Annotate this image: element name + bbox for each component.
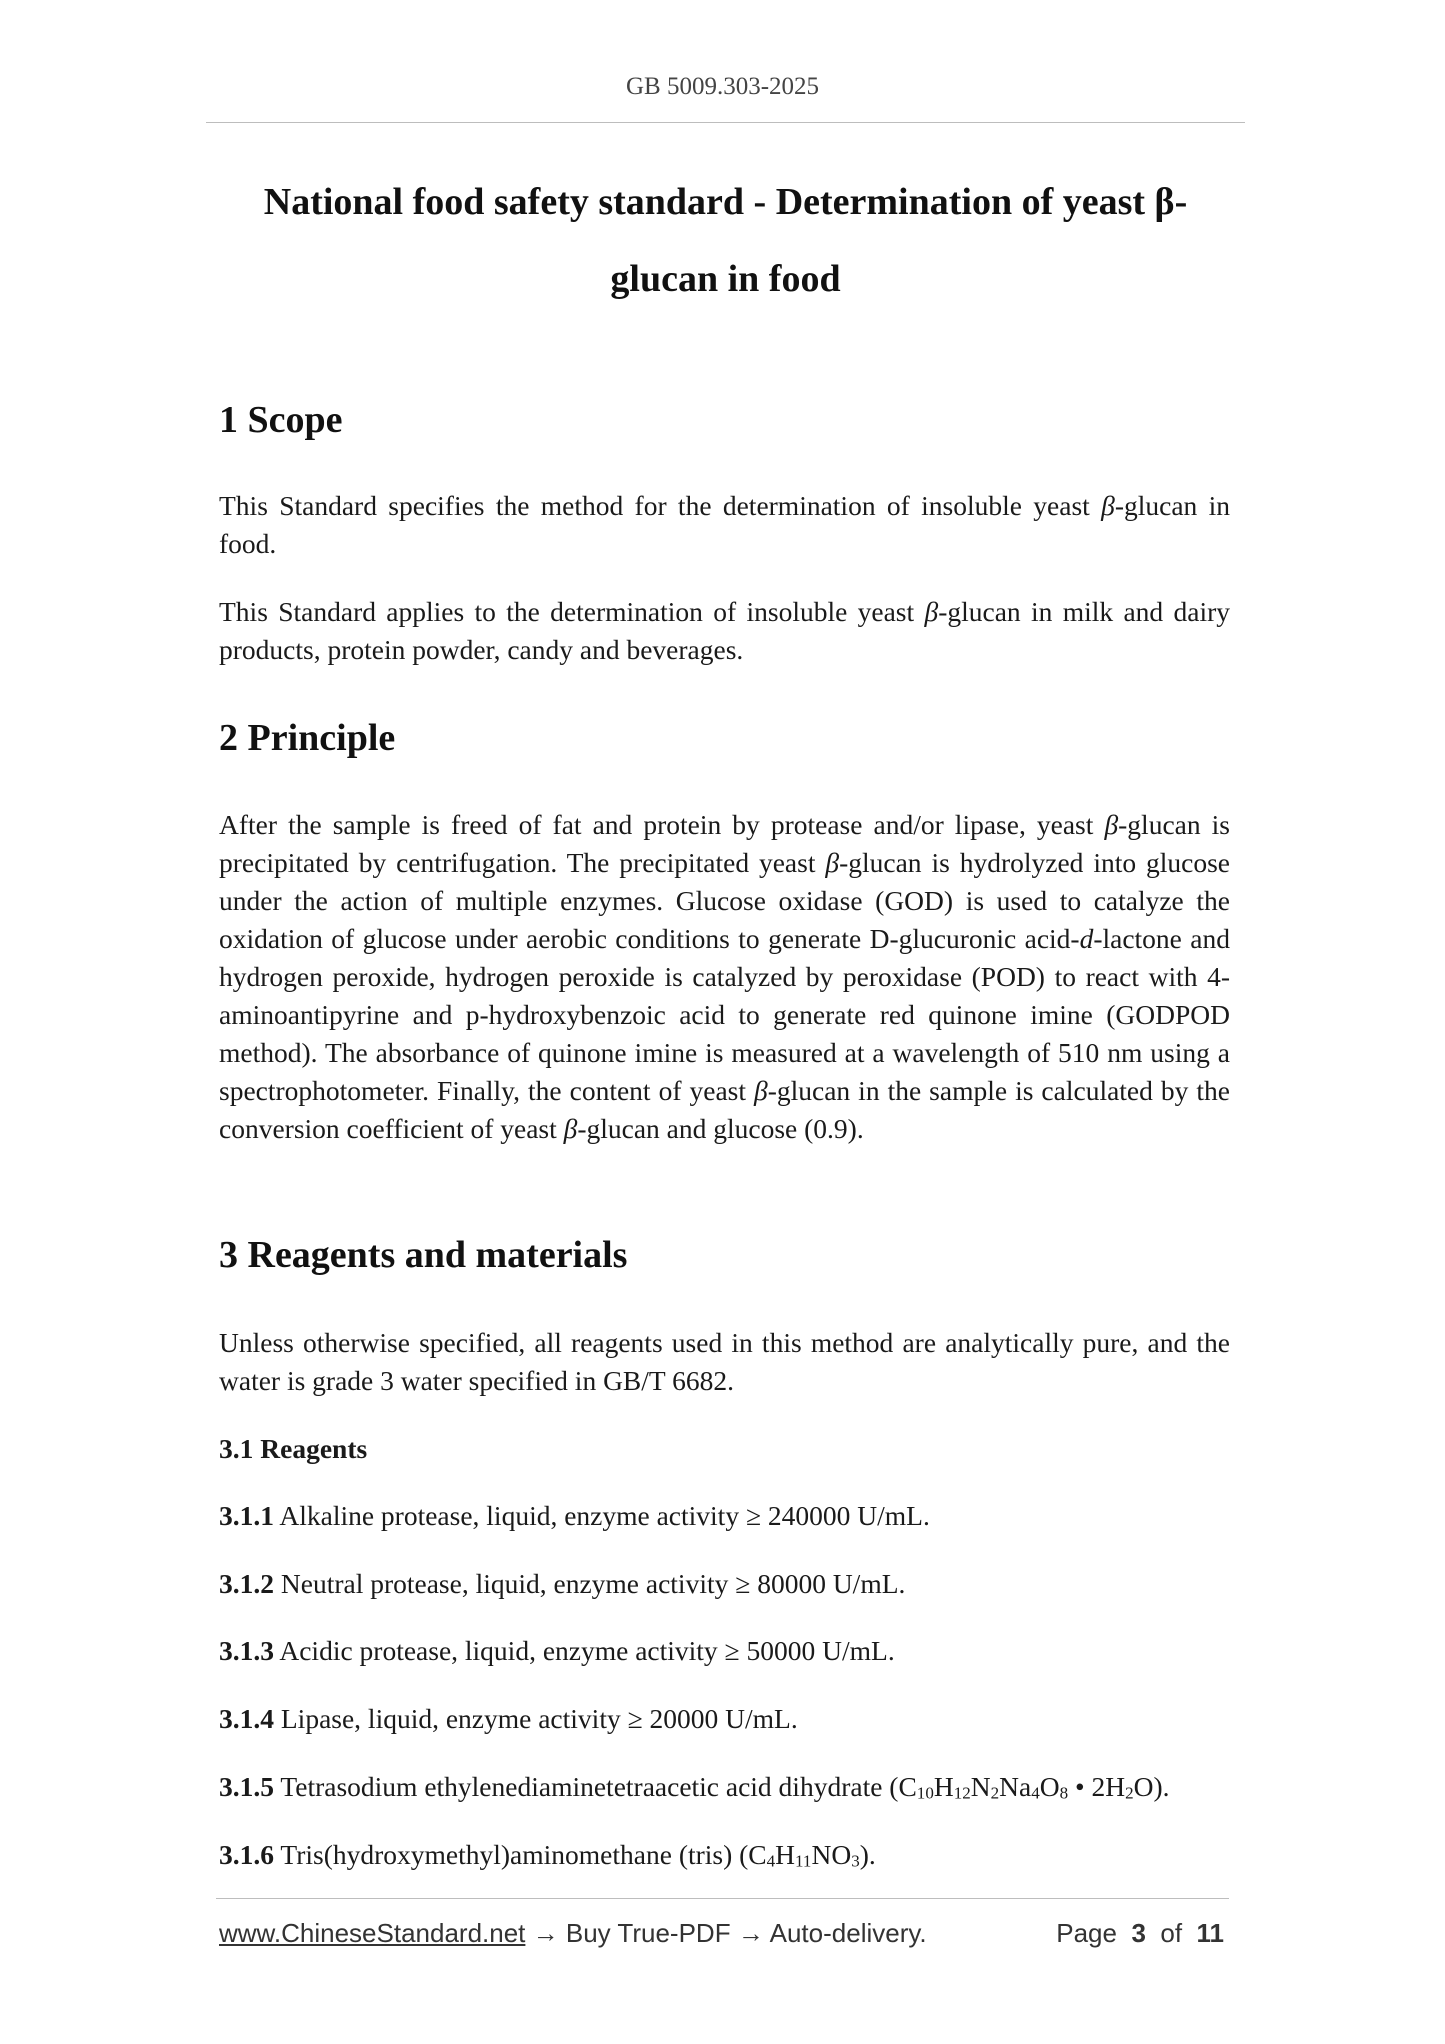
title-line-2: glucan in food [610, 258, 841, 300]
text-run: H [933, 1771, 954, 1802]
beta-symbol: β [563, 1113, 578, 1144]
beta-symbol: β [1101, 490, 1115, 521]
item-number: 3.1.2 [219, 1568, 274, 1599]
section-heading-principle: 2 Principle [219, 717, 396, 759]
subscript: 11 [795, 1851, 812, 1871]
section-heading-reagents: 3 Reagents and materials [219, 1234, 628, 1276]
text-run: Na [999, 1771, 1032, 1802]
text-run: O [1039, 1771, 1060, 1802]
item-description: Neutral protease, liquid, enzyme activity ≥ 80000 U/mL. [274, 1568, 906, 1599]
reagent-item-text [219, 1700, 1230, 1738]
subsection-heading: 3.1 Reagents [219, 1433, 368, 1464]
reagent-item-text [219, 1632, 1230, 1670]
scope-paragraph-2 [219, 593, 1230, 669]
text-run: NO [811, 1839, 852, 1870]
italic-d: d [1079, 923, 1094, 954]
delivery-text: Auto-delivery. [769, 1918, 927, 1948]
title-line-1: National food safety standard - Determination of yeast β- [263, 181, 1188, 223]
text-run: ). [859, 1839, 876, 1870]
page-of-label: of [1160, 1918, 1183, 1948]
page-label: Page [1056, 1918, 1117, 1948]
reagent-item-text [219, 1836, 1230, 1874]
beta-symbol: β [1104, 809, 1119, 840]
text-run: -glucan is precipitated by centrifugation. The precipitated yeast [219, 809, 1230, 878]
text-run: Tetrasodium ethylenediaminetetraacetic acid dihydrate (C [274, 1771, 917, 1802]
beta-symbol: β [924, 596, 939, 627]
reagent-item-text [219, 1768, 1230, 1806]
item-description: Lipase, liquid, enzyme activity ≥ 20000 U/mL. [274, 1703, 798, 1734]
section-heading-scope: 1 Scope [219, 399, 343, 441]
text-run: After the sample is freed of fat and protein by protease and/or lipase, yeast [219, 809, 1105, 840]
header-divider [206, 122, 1245, 123]
footer-promo [219, 1918, 927, 1949]
subscript: 4 [766, 1851, 776, 1871]
footer-divider [216, 1898, 1229, 1899]
paragraph-text: Unless otherwise specified, all reagents used in this method are analytically pure, and the water is grade 3 water specified in GB/T 6682. [219, 1327, 1230, 1396]
text-run: -glucan and glucose (0.9). [577, 1113, 864, 1144]
beta-symbol: β [754, 1075, 768, 1106]
text-run: • 2H [1068, 1771, 1126, 1802]
page-number [1056, 1918, 1224, 1949]
reagent-item [219, 1768, 1230, 1806]
section-reagents [219, 1233, 1230, 1277]
beta-symbol: β [825, 847, 840, 878]
text-run: Tris(hydroxymethyl)aminomethane (tris) (C [274, 1839, 767, 1870]
text-run: -lactone and hydrogen peroxide, hydrogen peroxide is catalyzed by peroxidase (POD) to react with 4-aminoantipyrine and p-hydroxybenzoic acid to generate red quinone imine (GODPOD method). The absorbance of quinone imine is measured at a wavelength of 510 nm using a spectrophotometer. Finally, the content of yeast [219, 923, 1230, 1106]
item-number: 3.1.3 [219, 1635, 274, 1666]
text-run: This Standard applies to the determination of insoluble yeast [219, 596, 925, 627]
item-description: Alkaline protease, liquid, enzyme activity ≥ 240000 U/mL. [274, 1500, 930, 1531]
section-principle [219, 716, 1230, 760]
website-link[interactable]: www.ChineseStandard.net [219, 1918, 526, 1948]
item-number: 3.1.6 [219, 1839, 274, 1870]
reagent-item [219, 1836, 1230, 1874]
subscript: 8 [1059, 1783, 1069, 1803]
text-run: H [775, 1839, 796, 1870]
document-title [206, 164, 1245, 318]
item-number: 3.1.1 [219, 1500, 274, 1531]
scope-paragraph-1 [219, 487, 1230, 563]
arrow-right-icon: → [737, 1918, 764, 1948]
text-run: This Standard specifies the method for the determination of insoluble yeast [219, 490, 1102, 521]
paragraph-text [219, 593, 1230, 669]
item-number: 3.1.4 [219, 1703, 274, 1734]
page-current: 3 [1131, 1918, 1146, 1948]
reagent-item-text [219, 1565, 1230, 1603]
text-run: O). [1133, 1771, 1170, 1802]
reagent-item-text [219, 1497, 1230, 1535]
paragraph-text [219, 806, 1230, 1148]
item-number: 3.1.5 [219, 1771, 274, 1802]
page-total: 11 [1196, 1918, 1224, 1948]
text-run: N [970, 1771, 991, 1802]
text-run: -glucan in milk and dairy products, protein powder, candy and beverages. [219, 596, 1230, 665]
reagent-item [219, 1632, 1230, 1670]
subscript: 2 [990, 1783, 1000, 1803]
reagents-paragraph [219, 1324, 1230, 1400]
subscript: 12 [953, 1783, 971, 1803]
page-footer [219, 1918, 1224, 1954]
buy-text: Buy True-PDF [565, 1918, 731, 1948]
reagent-item [219, 1700, 1230, 1738]
subsection-reagents [219, 1430, 1230, 1468]
subscript: 3 [851, 1851, 860, 1871]
subscript: 4 [1031, 1783, 1040, 1803]
document-code-header: GB 5009.303-2025 [625, 73, 820, 100]
subscript: 2 [1125, 1783, 1134, 1803]
arrow-right-icon: → [532, 1918, 559, 1948]
reagent-item [219, 1497, 1230, 1535]
text-run: -glucan in the sample is calculated by the conversion coefficient of yeast [219, 1075, 1230, 1144]
text-run: -glucan in food. [219, 490, 1230, 559]
paragraph-text [219, 487, 1230, 563]
principle-paragraph [219, 806, 1230, 1148]
subscript: 10 [916, 1783, 934, 1803]
section-scope [219, 398, 1230, 442]
reagent-item [219, 1565, 1230, 1603]
item-description: Acidic protease, liquid, enzyme activity ≥ 50000 U/mL. [274, 1635, 895, 1666]
text-run: -glucan is hydrolyzed into glucose under the action of multiple enzymes. Glucose oxidase (GOD) is used to catalyze the oxidation of glucose under aerobic conditions to generate D-glucuronic acid- [219, 847, 1231, 954]
